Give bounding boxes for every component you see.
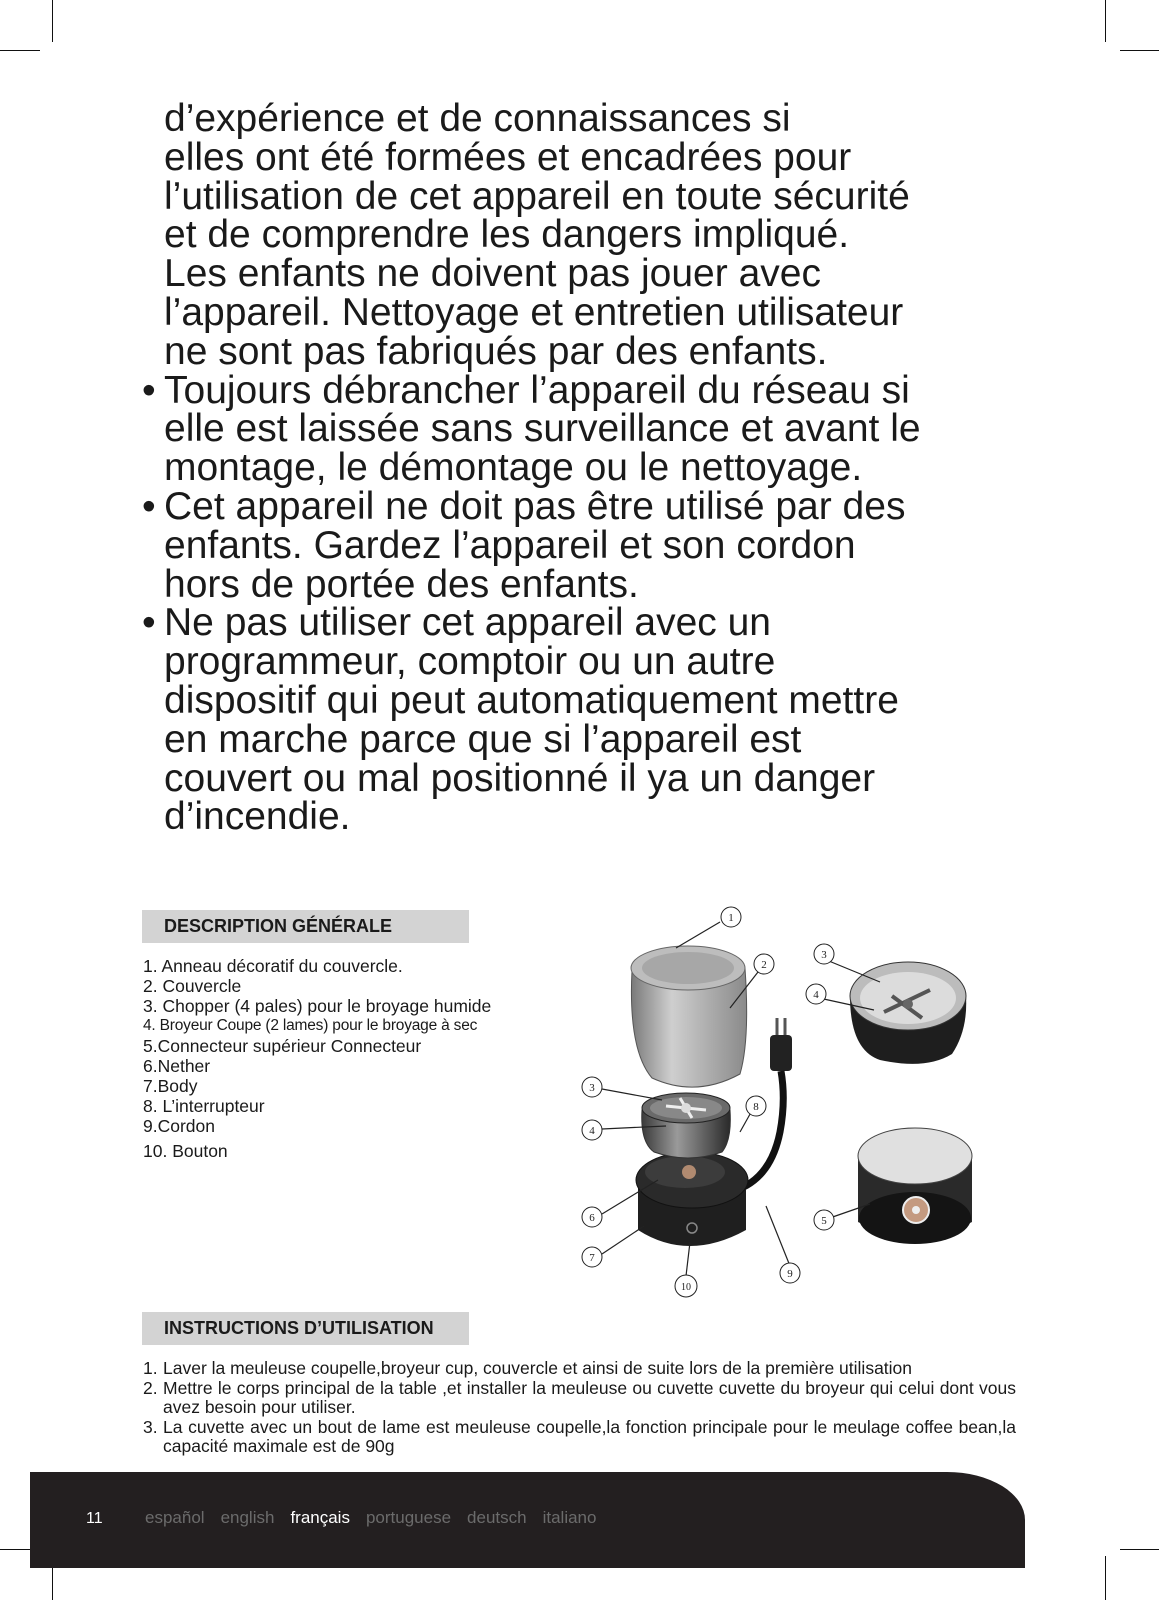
svg-text:5: 5 [821, 1215, 827, 1227]
callout-4 [582, 1120, 602, 1140]
svg-text:7: 7 [589, 1252, 595, 1264]
svg-text:1: 1 [728, 912, 734, 924]
svg-text:3: 3 [821, 949, 827, 961]
continued-paragraph: d’expérience et de connaissances si elles ont été formées et encadrées pour l’utilisation de cet appareil en toute sécurité et de comprendre les dangers impliqué. Les enfants ne doivent pas jouer avec l’appareil. Nettoyage et entretien utilisateur ne sont pas fabriqués par des enfants. [164, 97, 910, 373]
language-tab-espanol[interactable]: español [145, 1508, 205, 1527]
svg-text:9: 9 [787, 1268, 793, 1280]
callout-4 [806, 984, 826, 1004]
svg-text:10: 10 [681, 1282, 691, 1293]
crop-mark [1120, 50, 1159, 51]
body-drawing [636, 1093, 748, 1246]
part-item: 7.Body [143, 1076, 198, 1096]
part-item: 8. L’interrupteur [143, 1096, 265, 1116]
page-number: 11 [86, 1510, 103, 1527]
callout-3 [814, 944, 834, 964]
part-item: 9.Cordon [143, 1116, 215, 1136]
part-item: 6.Nether [143, 1056, 211, 1076]
crop-mark [1120, 1549, 1159, 1550]
parts-list [143, 956, 491, 1161]
part-item: 5.Connecteur supérieur Connecteur [143, 1036, 422, 1056]
language-tab-english[interactable]: english [220, 1508, 275, 1527]
bullet-text: Cet appareil ne doit pas être utilisé par des enfants. Gardez l’appareil et son cordon hors de portée des enfants. [164, 484, 906, 606]
instruction-text: Mettre le corps principal de la table ,et installer la meuleuse ou cuvette cuvette du broyeur qui celui dont vous avez besoin pour utiliser. [163, 1377, 1016, 1417]
instruction-item [143, 1418, 1016, 1457]
part-item: 1. Anneau décoratif du couvercle. [143, 956, 403, 976]
safety-bullet [140, 601, 1040, 839]
crop-mark [52, 0, 53, 42]
crop-mark [1105, 0, 1106, 42]
callout-5 [814, 1210, 834, 1230]
svg-text:2: 2 [761, 959, 767, 971]
callout-1 [721, 907, 741, 927]
part-item: 3. Chopper (4 pales) pour le broyage humide [143, 996, 492, 1016]
instruction-text: Laver la meuleuse coupelle,broyeur cup, couvercle et ainsi de suite lors de la première utilisation [163, 1358, 913, 1378]
callout-6 [582, 1207, 602, 1227]
bullet-text: Ne pas utiliser cet appareil avec un programmeur, comptoir ou un autre dispositif qui peut automatiquement mettre en marche parce que si l’appareil est couvert ou mal positionné il ya un danger d’incendie. [164, 601, 899, 839]
crop-mark [1105, 1556, 1106, 1600]
language-tabs [145, 1508, 596, 1528]
language-tab-portuguese[interactable]: portuguese [365, 1508, 452, 1527]
crop-mark [0, 50, 40, 51]
language-tab-italiano[interactable]: italiano [542, 1508, 597, 1527]
description-heading: DESCRIPTION GÉNÉRALE [142, 910, 469, 943]
instruction-number: 1. [143, 1358, 158, 1378]
svg-text:8: 8 [753, 1101, 759, 1113]
instruction-item [143, 1379, 1016, 1418]
instruction-text: La cuvette avec un bout de lame est meuleuse coupelle,la fonction principale pour le meulage coffee bean,la capacité maximale est de 90g [163, 1416, 1016, 1456]
svg-text:4: 4 [589, 1125, 595, 1137]
safety-bullet-list [140, 368, 1040, 839]
callout-10 [675, 1275, 697, 1297]
instruction-number: 3. [143, 1416, 158, 1437]
callout-8 [746, 1096, 766, 1116]
language-tab-francais[interactable]: français [290, 1508, 350, 1527]
svg-text:6: 6 [589, 1212, 595, 1224]
instructions-list [143, 1359, 1016, 1457]
svg-text:3: 3 [589, 1082, 595, 1094]
language-tab-deutsch[interactable]: deutsch [467, 1508, 527, 1527]
safety-bullet [140, 484, 1040, 606]
connector-cup-drawing [858, 1128, 972, 1244]
safety-text [140, 97, 1040, 839]
part-item: 2. Couvercle [143, 976, 242, 996]
callout-3 [582, 1077, 602, 1097]
part-item: 10. Bouton [143, 1141, 228, 1161]
bullet-mark: • [142, 368, 156, 412]
bullet-mark: • [142, 601, 156, 645]
part-item: 4. Broyeur Coupe (2 lames) pour le broyage à sec [143, 1017, 478, 1034]
instructions-heading: INSTRUCTIONS D’UTILISATION [142, 1312, 469, 1345]
instruction-item [143, 1359, 1016, 1379]
svg-text:4: 4 [813, 989, 819, 1001]
instruction-number: 2. [143, 1377, 158, 1398]
lid-drawing [631, 946, 747, 1087]
bullet-text: Toujours débrancher l’appareil du réseau si elle est laissée sans surveillance et avant le montage, le démontage ou le nettoyage. [164, 368, 921, 490]
bullet-mark: • [142, 484, 156, 528]
callout-2 [754, 954, 774, 974]
callout-7 [582, 1247, 602, 1267]
safety-bullet [140, 368, 1040, 490]
callout-9 [780, 1263, 800, 1283]
grinder-diagram [580, 900, 1025, 1320]
